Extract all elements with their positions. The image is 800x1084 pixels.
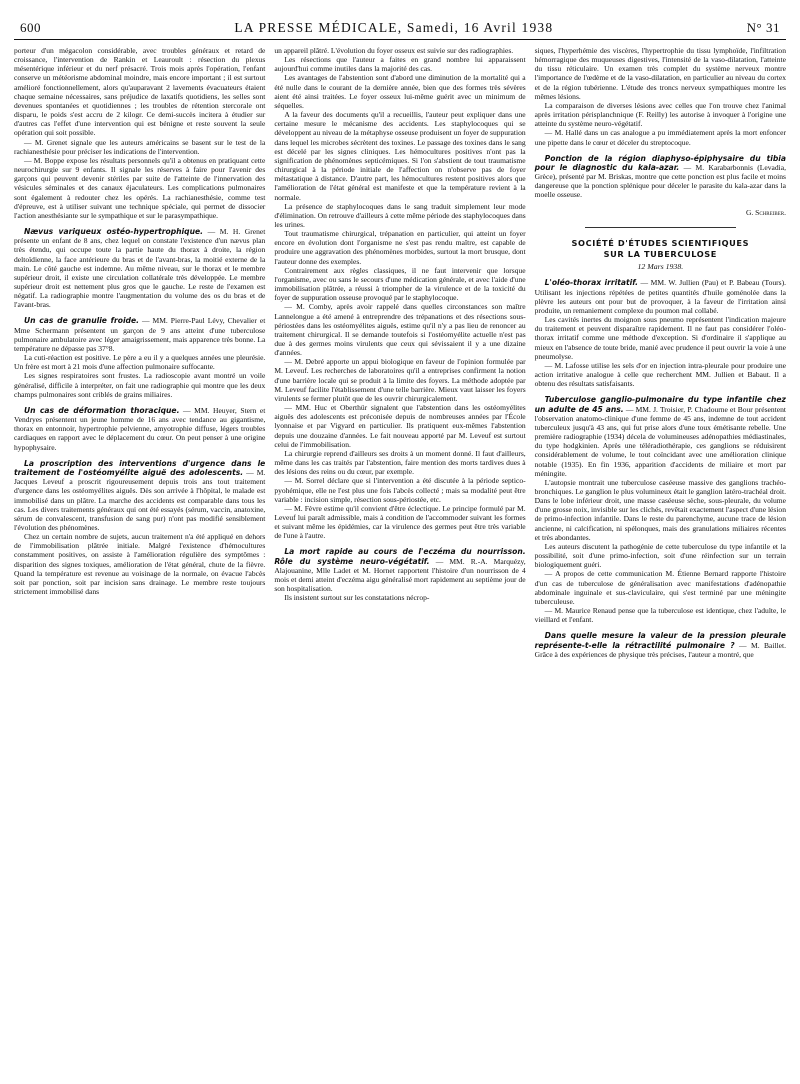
section-title: L'oléo-thorax irritatif.	[544, 278, 638, 288]
section-text: — MM. Heuyer, Stern et Vendryes présentent un jeune homme de 16 ans avec tendance au gigantisme, thorax en entonnoir, hypertrophie pelvienne, amyotrophie diffuse, légers troubles cardiaques en rapport avec le déplacement du cœur. On peut penser à une origine hypophysaire.	[14, 405, 266, 452]
section-kala-azar	[535, 154, 786, 200]
section-text: — MM. R.-A. Marquézy, Alajouanine, Mlle Ladet et M. Hornet rapportent l'histoire d'un nourrisson de 4 mois et demi atteint d'eczéma aigu généralisé mort rapidement au septième jour de son hospitalisation.	[274, 556, 526, 594]
issue-number: N° 31	[746, 20, 780, 35]
paragraph: Les auteurs discutent la pathogénie de cette tuberculose du type infantile et la possibilité, soit d'une primo-infection, soit d'une réinfection sur un terrain biologiquement guéri.	[534, 541, 786, 570]
paragraph: — MM. Huc et Oberthür signalent que l'abstention dans les ostéomyélites aiguës des adolescents est préconisée depuis de nombreuses années par l'École lyonnaise et par Vigyard en particulier. Ils pratiquent eux-mêmes l'abstention depuis une douzaine d'années. Le fait nouveau apporté par M. Leveuf est surtout celui de l'immobilisation.	[274, 403, 526, 449]
paragraph: — M. Comby, après avoir rappelé dans quelles circonstances son maître Lannelongue a été amené à entreprendre des trépanations et des résections sous-périostées dans les ostéomyélites aiguës, estime qu'il n'y a pas lieu de renoncer au traitement chirurgical. Il se demande toutefois si l'ostéomyélite actuelle n'est pas due à des germes moins virulents que ceux qui sévissaient il y a une dizaine d'années.	[274, 302, 526, 358]
paragraph: porteur d'un mégacolon considérable, avec troubles généraux et retard de croissance, l'intervention de Rankin et Leauroult : résection du plexus mésentérique inférieur et du nerf présacré. Trois mois après l'opération, l'enfant conserve un météorisme abdominal moindre, mais encore important ; il est surtout amélioré fonctionnellement, alors qu'auparavant 2 lavements évacuateurs étaient chaque semaine nécessaires, sans préjudice de laxatifs quotidiens, les selles sont devenues spontanées et quotidiennes ; les troubles de rétention stercorale ont disparu, le poids s'est accru de 2 kilogr. Ce demi-succès incitera à étudier sur d'autres cas l'effet d'une intervention qui est bénigne et reste souvent la seule opération qui soit possible.	[14, 46, 266, 138]
paragraph: un appareil plâtré. L'évolution du foyer osseux est suivie sur des radiographies.	[274, 46, 514, 55]
section-text: — M. Karabarbonnis (Levadia, Grèce), présenté par M. Briskas, montre que cette ponction est plus facile et moins dangereuse que la ponction splénique pour déceler le parasite du kala-azar dans la moelle osseuse.	[534, 162, 786, 200]
section-eczema	[274, 547, 525, 593]
paragraph: Contrairement aux règles classiques, il ne faut intervenir que lorsque l'organisme, avec ou sans le secours d'une médication générale, et avec l'aide d'une immobilisation plâtrée, a réussi à triompher de la virulence et de la toxicité du foyer de suppuration osseuse provoqué par le staphylocoque.	[274, 265, 526, 303]
section-oleo-thorax	[535, 278, 786, 315]
author-signature: G. Schreiber.	[745, 207, 786, 217]
paragraph: — M. Debré apporte un appui biologique en faveur de l'opinion formulée par M. Leveuf. Les recherches de laboratoires qu'il a entreprises confirment la notion d'une barrière locale qui se produit à la limite des foyers. La méthode adoptée par M. Leveuf facilite l'établissement d'une telle barrière. Mieux vaut laisser les foyers virulents se fermer plutôt que de les ouvrir chirurgicalement.	[274, 357, 526, 403]
section-title: La mort rapide au cours de l'eczéma du nourrisson. Rôle du système neuro-végétatif.	[274, 547, 526, 566]
section-text: — MM. Pierre-Paul Lévy, Chevalier et Mme Schermann présentent un garçon de 9 ans atteint d'une tuberculose pulmonaire ambulatoire avec léger amaigrissement, mais apparence très bonne. La température ne dépasse pas 37°8.	[14, 316, 266, 353]
column-1	[14, 46, 265, 1084]
paragraph: — M. Maurice Renaud pense que la tuberculose est identique, chez l'adulte, le vieillard et l'enfant.	[534, 606, 786, 625]
paragraph: — M. Sorrel déclare que si l'intervention a été discutée à la période septico-pyohémique, elle ne l'est plus une fois l'abcès collecté ; mais sa modalité peut être variable : incision simple, résection sous-périostée, etc.	[274, 476, 526, 504]
paragraph: — M. Grenet signale que les auteurs américains se basent sur le test de la rachianesthésie pour préciser les indications de l'intervention.	[14, 137, 266, 156]
section-pression-pleurale	[535, 631, 786, 659]
section-text: — MM. W. Jullien (Pau) et P. Babeau (Tours). Utilisant les injections répétées de petites quantités d'huile goménolée dans la plèvre les auteurs ont pour but de provoquer, à la faveur de l'irritation ainsi produite, un remaniement complexe du poumon mal collabé.	[534, 278, 786, 315]
section-text: — M. Jacques Leveuf a proscrit rigoureusement depuis trois ans tout traitement d'urgence dans les ostéomyélites aiguës. Dès son arrivée à l'hôpital, le malade est immobilisé dans un plâtre. La marche des accidents est comparable dans tous les cas. Les divers traitements généraux qui ont été essayés (sérum, vaccin, anatoxine, sérum de convalescent, transfusion de sang pur) n'ont pas modifié sensiblement l'évolution des phénomènes.	[14, 467, 266, 532]
section-deformation	[14, 406, 265, 452]
section-title: Un cas de granulie froide.	[24, 316, 140, 326]
section-tuberculose	[535, 395, 786, 478]
paragraph: La comparaison de diverses lésions avec celles que l'on trouve chez l'animal après irritation périsplanchnique (F. Reilly) les autorise à invoquer à l'origine une atteinte du système neuro-végétatif.	[534, 100, 786, 129]
paragraph: — M. Lafosse utilise les sels d'or en injection intra-pleurale pour produire une action irritative analogue à celle que recherchent MM. Jullien et Babaut. Il a obtenu des résultats satisfaisants.	[534, 360, 786, 389]
section-title: Un cas de déformation thoracique.	[24, 405, 180, 415]
journal-title: LA PRESSE MÉDICALE, Samedi, 16 Avril 1938	[234, 20, 554, 35]
paragraph: — M. Hallé dans un cas analogue a pu immédiatement après la mort enfoncer une pipette dans le cœur et déceler du streptocoque.	[534, 128, 786, 147]
paragraph: — M. Boppe expose les résultats personnels qu'il a obtenus en pratiquant cette neurochirurgie sur 9 enfants. Il signale les réserves à faire pour l'avenir des garçons qui peuvent devenir stériles par suite de l'atteinte de l'innervation des vésicules séminales et des canaux éjaculateurs. Les complications pulmonaires sont également à redouter chez les opérés. La rachianesthésie, comme test d'épreuve, est à utiliser suivant une technique spéciale, qui permet de dissocier l'action anesthésiante sur le sympathique et sur le parasympathique.	[14, 155, 266, 220]
section-title: Tuberculose ganglio-pulmonaire du type infantile chez un adulte de 45 ans.	[534, 395, 786, 414]
paragraph: L'autopsie montrait une tuberculose caséeuse massive des ganglions trachéo-bronchiques. Le ganglion le plus volumineux était le ganglion latéro-trachéal droit. Dans le lobe inférieur droit, une masse caséeuse sèche, sous-pleurale, du volume d'une grosse noix, invisible sur les clichés, revêtait exactement l'aspect d'une lésion de primo-infection infantile. Dans le reste du parenchyme, aucune trace de lésion ancienne, ni calcification, ni spélonques, mais des granulations miliaires récentes et très abondantes.	[534, 477, 786, 542]
section-text: — M. H. Grenet présente un enfant de 8 ans, chez lequel on constate l'existence d'un nævus plan très étendu, qui occupe toute la partie haute du thorax à droite, la région deltoïdienne, la face antérieure du bras et de l'avant-bras, la moitié externe de la main. Le côté gauche est indemne. Au même niveau, sur le thorax et le membre supérieur droit, il existe une circulation collatérale très développée. Le membre supérieur droit est nettement plus gros que le gauche. Le reste de l'examen est négatif. La radiographie montre l'augmentation du volume des os du bras et de l'avant-bras.	[14, 226, 266, 310]
society-heading-line: SOCIÉTÉ D'ÉTUDES SCIENTIFIQUES	[571, 237, 750, 248]
paragraph: — A propos de cette communication M. Étienne Bernard rapporte l'histoire d'un cas de tuberculose de généralisation avec manifestations d'adénopathie abdominale inguinale et sus-claviculaire, qui s'est terminé par une méningite tuberculeuse.	[534, 569, 786, 606]
paragraph: Tout traumatisme chirurgical, trépanation en particulier, qui atteint un foyer encore en évolution dont l'organisme ne s'est pas rendu maître, est capable de produire une aggravation des phénomènes morbides, surtout la mort brusque, dont l'auteur donne des exemples.	[274, 229, 526, 266]
paragraph: La cuti-réaction est positive. Le père a eu il y a quelques années une pleurésie. Un frère est mort à 21 mois d'une affection pulmonaire suffocante.	[14, 353, 266, 372]
section-text: — MM. J. Troisier, P. Chadourne et Bour présentent l'observation anatomo-clinique d'une femme de 45 ans, indemne de tout accident tuberculeux jusqu'à 43 ans, qui fut prise alors d'une toux émétisante rebelle. Une première radiographie (1934) décela de volumineuses adénopathies médiastinales, du type hodgkinien. Après une téléradiothérapie, ces ganglions se réduisirent considérablement de volume, le tout coïncidant avec une amélioration clinique notable (1935). En fin 1936, apparition d'accidents de miliaire et mort par méningite.	[534, 404, 786, 478]
paragraph: Ils insistent surtout sur les constatations nécrop-	[284, 593, 430, 603]
section-title: Nævus variqueux ostéo-hypertrophique.	[24, 226, 204, 236]
page-number: 600	[20, 20, 41, 35]
section-title: La proscription des interventions d'urgence dans le traitement de l'ostéomyélite aiguë des adolescents.	[14, 458, 266, 477]
section-osteomyelite	[14, 459, 265, 532]
column-3	[535, 46, 786, 1084]
society-heading	[535, 238, 786, 260]
paragraph: La chirurgie reprend d'ailleurs ses droits à un moment donné. Il faut d'ailleurs, même dans les cas traités par l'abstention, faire mention des morts tardives dues à des lésions des reins ou du cœur, par exemple.	[274, 448, 526, 477]
paragraph: A la faveur des documents qu'il a recueillis, l'auteur peut expliquer dans une certaine mesure le mécanisme des accidents. Les staphylocoques qui se développent au niveau de la métaphyse osseuse produisent un foyer de suppuration dans lequel les microbes sécrètent des toxines. Le passage des toxines dans le sang est décelé par les signes cliniques. Les hémocultures positives n'ont pas la signification de phénomènes septicémiques. Si l'on s'abstient de tout traumatisme chirurgical à la période initiale de l'affection on n'observe pas de foyer métastatique à distance. D'autre part, les hémocultures restent positives alors que l'amélioration de l'état général est manifeste et que la température revient à la normale.	[274, 110, 526, 202]
paragraph: La présence de staphylocoques dans le sang traduit simplement leur mode d'élimination. On retrouve d'ailleurs à cette même période des staphylocoques dans les urines.	[274, 201, 526, 229]
column-2	[274, 46, 525, 1084]
session-date: 12 Mars 1938.	[637, 261, 684, 271]
section-text: — M. Baillet. Grâce à des expériences de physique très précises, l'auteur a montré, que	[534, 640, 786, 659]
paragraph: Les signes respiratoires sont frustes. La radioscopie avant montré un voile généralisé, difficile à interpréter, on fait une radiographie qui montre que les deux champs pulmonaires sont criblés de grains miliaires.	[14, 371, 266, 399]
section-nevus	[14, 227, 265, 309]
paragraph: siques, l'hyperhémie des viscères, l'hypertrophie du tissu lymphoïde, l'infiltration hémorragique des muqueuses digestives, l'intensité de la vaso-dilatation, l'atteinte du tissu réticulaire. Un examen très complet du système nerveux montre l'importance de l'œdème et de la vaso-dilatation, en particulier au niveau du cortex et de la région tubérienne. L'étude des troncs nerveux sympathiques montre les mêmes lésions.	[534, 46, 786, 101]
society-heading-line: SUR LA TUBERCULOSE	[603, 248, 717, 259]
section-title: Dans quelle mesure la valeur de la pression pleurale représente-t-elle la rétractilité pulmonaire ?	[534, 631, 786, 650]
text-columns	[14, 46, 786, 1084]
paragraph: Les résections que l'auteur a faites en grand nombre lui apparaissent aujourd'hui comme inutiles dans la majorité des cas.	[274, 55, 526, 74]
section-title: Ponction de la région diaphyso-épiphysaire du tibia pour le diagnostic du kala-azar.	[534, 153, 786, 172]
section-divider	[585, 227, 736, 228]
section-granulie	[14, 316, 265, 353]
paragraph: Les cavités inertes du moignon sous pneumo représentent l'indication majeure du traitement et peuvent disparaître rapidement. Il ne faut pas considérer l'oléo-thorax irritatif comme une méthode d'exception. Si d'ordinaire il s'applique au mieux en l'absence de toute bride, manié avec prudence il peut ouvrir la voie à une pneumolyse.	[534, 315, 786, 361]
paragraph: Les avantages de l'abstention sont d'abord une diminution de la mortalité qui a été nulle dans le courant de la dernière année, bien que des formes très sévères aient été ainsi traitées. Le foyer osseux lui-même guérit avec un minimum de séquelles.	[274, 73, 526, 110]
paragraph: — M. Fèvre estime qu'il convient d'être éclectique. Le principe formulé par M. Leveuf lui paraît admissible, mais à condition de l'accommoder suivant les formes et suivant même les épidémies, car la virulence des germes peut être très variable de l'une à l'autre.	[274, 503, 526, 541]
paragraph: Chez un certain nombre de sujets, aucun traitement n'a été appliqué en dehors de l'immobilisation plâtrée initiale. Malgré l'existence d'hémocultures constamment positives, on assiste à l'amélioration régulière des symptômes : disparition des signes toxiques, amélioration de l'état général, chute de la fièvre. Quand la température est revenue au voisinage de la normale, on évacue l'abcès soit par ponction, soit par incision sans drainage. Le membre reste toujours strictement immobilisé dans	[14, 532, 266, 597]
page-header	[14, 14, 786, 40]
